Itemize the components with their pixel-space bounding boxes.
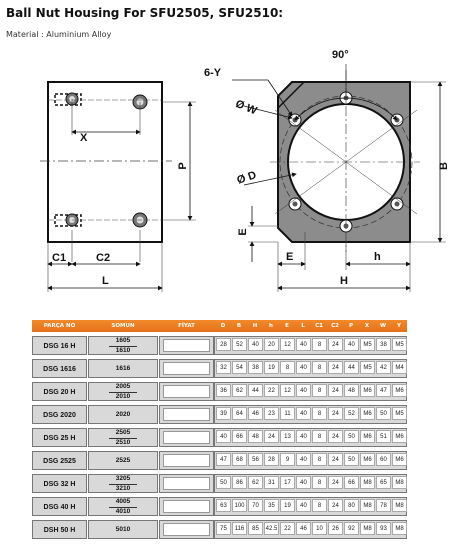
dimension-value: 85	[248, 522, 263, 535]
dimension-value: 22	[280, 522, 295, 535]
nut-model	[88, 451, 158, 470]
label-e-bottom: E	[286, 251, 294, 263]
dimension-value: 93	[376, 522, 391, 535]
dimension-value: M5	[360, 361, 375, 374]
dimension-value: 8	[312, 430, 327, 443]
dimension-value: M5	[392, 407, 407, 420]
dimension-value: M6	[360, 430, 375, 443]
header-b: B	[236, 323, 242, 329]
dimension-value: 31	[264, 476, 279, 489]
nut-model-value: 1605	[109, 337, 137, 347]
dimension-value: 35	[264, 499, 279, 512]
dimension-value: M6	[360, 384, 375, 397]
price-cell	[159, 497, 214, 516]
nut-model-value: 1616	[115, 365, 131, 372]
label-angle: 90°	[332, 49, 349, 61]
price-box	[163, 431, 210, 444]
price-cell	[159, 520, 214, 539]
technical-drawing	[0, 40, 469, 300]
dimension-value: 26	[328, 522, 343, 535]
dimension-value: 48	[248, 430, 263, 443]
dimension-value: M4	[392, 361, 407, 374]
dimension-value: 46	[296, 522, 311, 535]
dimension-value: 44	[344, 361, 359, 374]
dimension-value: 36	[216, 384, 231, 397]
label-w: Ø W	[233, 97, 259, 118]
header-x: X	[364, 323, 370, 329]
dimension-value: 24	[328, 338, 343, 351]
header-e: E	[285, 323, 289, 329]
nut-model	[88, 382, 158, 401]
dimension-value: 8	[312, 453, 327, 466]
header-l: L	[301, 323, 305, 329]
part-number: DSG 2525	[32, 451, 87, 470]
dimension-value: M8	[360, 522, 375, 535]
side-view	[40, 82, 196, 292]
dimension-value: 40	[344, 338, 359, 351]
dimension-value: 12	[280, 384, 295, 397]
dimension-value: 50	[344, 453, 359, 466]
dimension-value: 50	[376, 407, 391, 420]
dimension-value: 24	[264, 430, 279, 443]
label-d: Ø D	[235, 169, 258, 187]
table-row	[32, 405, 407, 424]
nut-model-value: 2510	[115, 438, 131, 446]
price-box	[163, 408, 210, 421]
dimension-value: M6	[360, 453, 375, 466]
dimension-value: 46	[248, 407, 263, 420]
dimension-value: 19	[264, 361, 279, 374]
dimension-value: 8	[312, 361, 327, 374]
price-cell	[159, 405, 214, 424]
dimension-value: 52	[232, 338, 247, 351]
nut-model-value: 2525	[115, 457, 131, 464]
table-row	[32, 382, 407, 401]
dimension-value: 13	[280, 430, 295, 443]
nut-model-value: 2010	[115, 392, 131, 400]
part-number: DSH 50 H	[32, 520, 87, 539]
nut-model	[88, 336, 158, 355]
label-c1: C1	[52, 252, 67, 264]
dimension-value: 51	[376, 430, 391, 443]
dimension-value: 50	[344, 430, 359, 443]
header-d: D	[220, 323, 226, 329]
price-cell	[159, 451, 214, 470]
label-b: B	[438, 162, 450, 170]
dimension-value: 68	[232, 453, 247, 466]
dimension-value: M8	[392, 499, 407, 512]
price-cell	[159, 359, 214, 378]
header-h-small: h	[269, 323, 273, 329]
dimension-value: 28	[216, 338, 231, 351]
dimension-value: 70	[248, 499, 263, 512]
dimension-value: 40	[296, 361, 311, 374]
dimension-value: 24	[328, 430, 343, 443]
nut-model	[88, 474, 158, 493]
dimension-value: M5	[392, 338, 407, 351]
dimension-value: 66	[344, 476, 359, 489]
table-row	[32, 359, 407, 378]
dimension-value: 8	[312, 499, 327, 512]
nut-model-value: 3210	[115, 484, 131, 492]
dimension-value: 40	[216, 430, 231, 443]
dimension-value: 8	[312, 476, 327, 489]
dimension-value: 56	[248, 453, 263, 466]
dimension-value: 23	[264, 407, 279, 420]
price-box	[163, 500, 210, 513]
nut-model-value: 1610	[115, 346, 131, 354]
dimension-value: 9	[280, 453, 295, 466]
dimension-value: 28	[264, 453, 279, 466]
label-p: P	[177, 162, 189, 170]
dimension-value: 42	[376, 361, 391, 374]
price-cell	[159, 336, 214, 355]
dimension-value: M8	[360, 476, 375, 489]
dimension-value: 47	[216, 453, 231, 466]
dimension-value: 38	[248, 361, 263, 374]
dimension-value: 24	[328, 499, 343, 512]
price-cell	[159, 382, 214, 401]
nut-model-value: 5010	[115, 526, 131, 533]
price-box	[163, 385, 210, 398]
dimension-value: M6	[392, 453, 407, 466]
nut-model	[88, 497, 158, 516]
dimension-value: 19	[280, 499, 295, 512]
dimension-value: 75	[216, 522, 231, 535]
dimension-value: 11	[280, 407, 295, 420]
dimension-value: 64	[232, 407, 247, 420]
dimension-value: 17	[280, 476, 295, 489]
table-header	[32, 320, 407, 332]
table-row	[32, 451, 407, 470]
label-h-big: H	[340, 275, 348, 287]
dimension-value: 40	[296, 407, 311, 420]
dimension-value: 78	[376, 499, 391, 512]
header-c1: C1	[315, 323, 323, 329]
dimension-value: 20	[264, 338, 279, 351]
price-box	[163, 477, 210, 490]
dimension-value: 24	[328, 476, 343, 489]
table-row	[32, 336, 407, 355]
dimension-value: 8	[312, 384, 327, 397]
dimension-value: M8	[392, 522, 407, 535]
nut-model-value: 3205	[109, 475, 137, 485]
nut-model	[88, 405, 158, 424]
front-view	[204, 49, 450, 292]
nut-model	[88, 520, 158, 539]
dimension-value: 40	[248, 338, 263, 351]
dimension-value: 40	[296, 430, 311, 443]
dimension-value: 66	[232, 430, 247, 443]
dimension-value: 62	[232, 384, 247, 397]
dimension-value: 40	[296, 499, 311, 512]
label-l: L	[102, 275, 109, 287]
nut-model-value: 4005	[109, 498, 137, 508]
dimension-value: 116	[232, 522, 247, 535]
dimension-value: 24	[328, 361, 343, 374]
header-fiyat: FİYAT	[178, 323, 195, 329]
dimension-value: 48	[344, 384, 359, 397]
dimension-value: 38	[376, 338, 391, 351]
dimension-table	[32, 320, 407, 542]
header-c2: C2	[331, 323, 339, 329]
dimension-value: 100	[232, 499, 247, 512]
dimension-value: 80	[344, 499, 359, 512]
dimension-value: M8	[392, 476, 407, 489]
dimension-value: 92	[344, 522, 359, 535]
dimension-value: 42.5	[264, 522, 279, 535]
dimension-value: 62	[248, 476, 263, 489]
table-row	[32, 497, 407, 516]
nut-model	[88, 359, 158, 378]
price-cell	[159, 474, 214, 493]
dimension-value: M6	[360, 407, 375, 420]
dimension-value: M8	[360, 499, 375, 512]
dimension-value: 39	[216, 407, 231, 420]
dimension-value: 60	[376, 453, 391, 466]
dimension-value: 24	[328, 453, 343, 466]
price-box	[163, 523, 210, 536]
price-box	[163, 362, 210, 375]
price-box	[163, 339, 210, 352]
header-somun: SOMUN	[111, 323, 135, 329]
table-row	[32, 520, 407, 539]
label-h-small: h	[374, 251, 381, 263]
label-e-side: E	[237, 228, 249, 236]
part-number: DSG 40 H	[32, 497, 87, 516]
dimension-value: 8	[312, 338, 327, 351]
nut-model-value: 4010	[115, 507, 131, 515]
part-number: DSG 1616	[32, 359, 87, 378]
nut-model	[88, 428, 158, 447]
dimension-value: M6	[392, 384, 407, 397]
dimension-value: 52	[344, 407, 359, 420]
dimension-value: 32	[216, 361, 231, 374]
part-number: DSG 25 H	[32, 428, 87, 447]
dimension-value: 24	[328, 384, 343, 397]
label-c2: C2	[96, 252, 111, 264]
nut-model-value: 2505	[109, 429, 137, 439]
page-title: Ball Nut Housing For SFU2505, SFU2510:	[6, 6, 284, 20]
dimension-value: 44	[248, 384, 263, 397]
price-box	[163, 454, 210, 467]
dimension-value: 40	[296, 338, 311, 351]
header-part-no: PARÇA NO	[43, 323, 76, 329]
table-row	[32, 474, 407, 493]
nut-model-value: 2020	[115, 411, 131, 418]
dimension-value: 86	[232, 476, 247, 489]
header-y: Y	[397, 323, 401, 329]
nut-model-value: 2005	[109, 383, 137, 393]
header-w: W	[379, 323, 387, 329]
part-number: DSG 32 H	[32, 474, 87, 493]
header-h-big: H	[252, 323, 258, 329]
dimension-value: 54	[232, 361, 247, 374]
part-number: DSG 20 H	[32, 382, 87, 401]
dimension-value: 40	[296, 384, 311, 397]
dimension-value: M6	[392, 430, 407, 443]
dimension-value: 50	[216, 476, 231, 489]
dimension-value: 8	[312, 407, 327, 420]
price-cell	[159, 428, 214, 447]
dimension-value: 12	[280, 338, 295, 351]
dimension-value: 40	[296, 453, 311, 466]
label-6y: 6-Y	[204, 67, 222, 79]
header-p: P	[348, 323, 354, 329]
label-x: X	[80, 132, 88, 144]
dimension-value: 10	[312, 522, 327, 535]
dimension-value: M5	[360, 338, 375, 351]
dimension-value: 65	[376, 476, 391, 489]
dimension-value: 63	[216, 499, 231, 512]
dimension-value: 40	[296, 476, 311, 489]
dimension-value: 47	[376, 384, 391, 397]
part-number: DSG 16 H	[32, 336, 87, 355]
material-note: Material : Aluminium Alloy	[6, 30, 112, 39]
table-row	[32, 428, 407, 447]
dimension-value: 8	[280, 361, 295, 374]
dimension-value: 24	[328, 407, 343, 420]
part-number: DSG 2020	[32, 405, 87, 424]
dimension-value: 22	[264, 384, 279, 397]
